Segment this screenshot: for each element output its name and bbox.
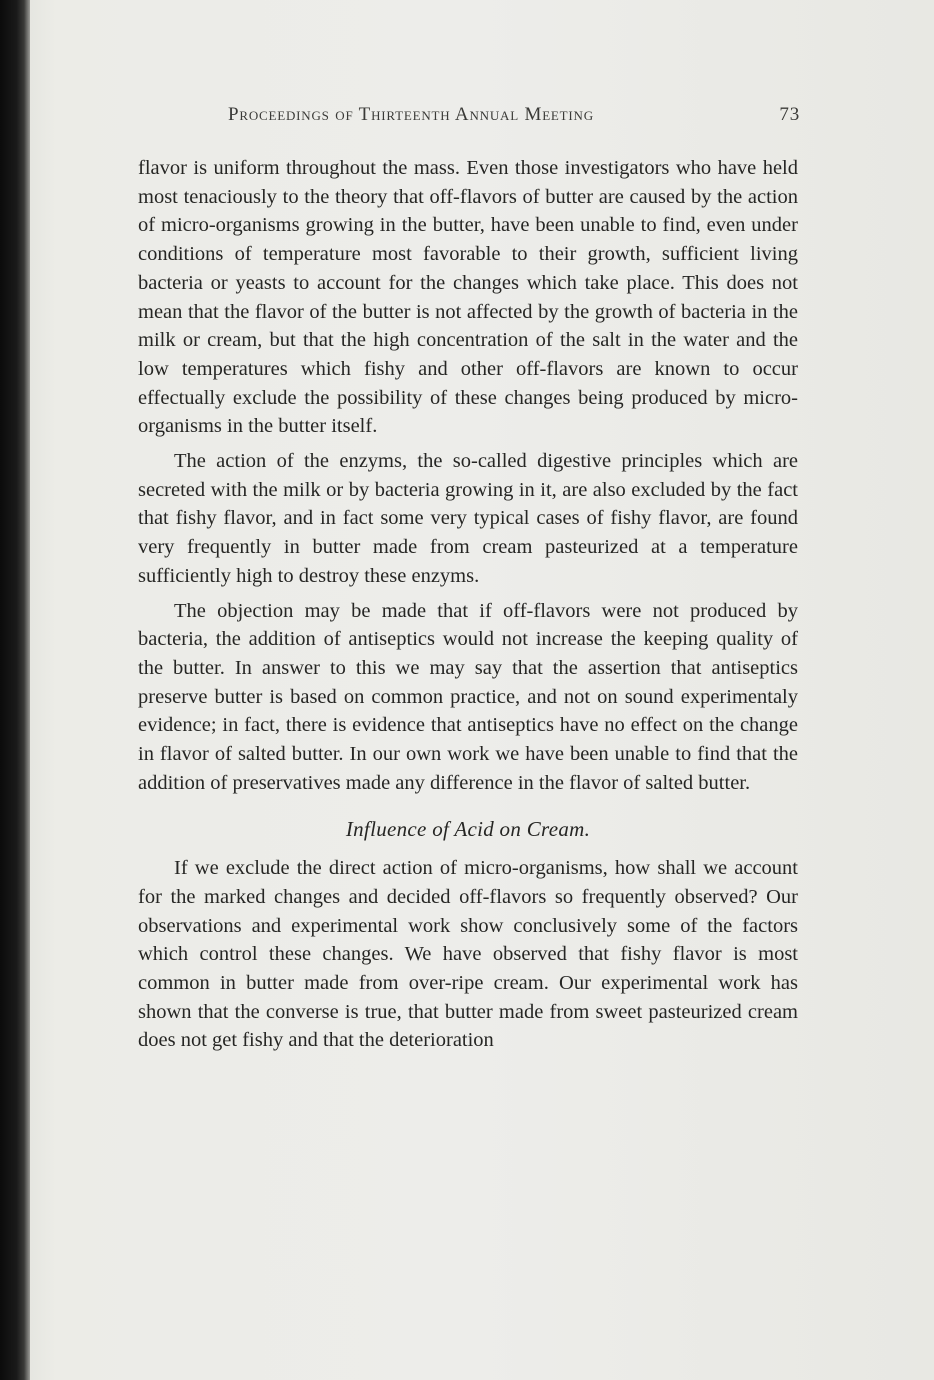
running-header (228, 104, 800, 134)
paragraph-antiseptics: The objection may be made that if off-flavors were not produced by bacteria, the addition of antiseptics would not increase the keeping quality of the butter. In answer to this we may say that the assertion that antiseptics preserve butter is based on common practice, and not on sound experimentaly evidence; in fact, there is evidence that antiseptics have no effect on the change in flavor of salted butter. In our own work we have been unable to find that the addition of preservatives made any difference in the flavor of salted butter. (138, 599, 798, 794)
page-number: 73 (779, 104, 800, 125)
running-title: Proceedings of Thirteenth Annual Meeting (228, 104, 594, 125)
paragraph-enzyms: The action of the enzyms, the so-called digestive principles which are secreted with the milk or by bacteria growing in it, are also excluded by the fact that fishy flavor, and in fact some very typical cases of fishy flavor, are found very frequently in butter made from cream pasteurized at a temperature sufficiently high to destroy these enzyms. (138, 450, 798, 587)
paragraph-acid-cream: If we exclude the direct action of micro-organisms, how shall we account for the marked changes and decided off-flavors so frequently observed? Our observations and experimental work show conclusively some of the factors which control these changes. We have observed that fishy flavor is most common in butter made from over-ripe cream. Our experimental work has shown that the converse is true, that butter made from sweet pasteurized cream does not get fishy and that the deterioration (138, 857, 798, 1052)
section-heading: Influence of Acid on Cream. (345, 817, 591, 842)
book-binding-shadow (0, 0, 30, 1380)
paragraph-continued: flavor is uniform throughout the mass. Even those investigators who have held most tenaciously to the theory that off-flavors of butter are caused by the action of micro-organisms growing in the butter, have been unable to find, even under conditions of temperature most favorable to their growth, sufficient living bacteria or yeasts to account for the changes which take place. This does not mean that the flavor of the butter is not affected by the growth of bacteria in the milk or cream, but that the high concentration of the salt in the water and the low temperatures which fishy and other off-flavors are known to occur effectually exclude the possibility of these changes being produced by micro-organisms in the butter itself. (138, 157, 798, 438)
body-text (138, 154, 798, 1061)
